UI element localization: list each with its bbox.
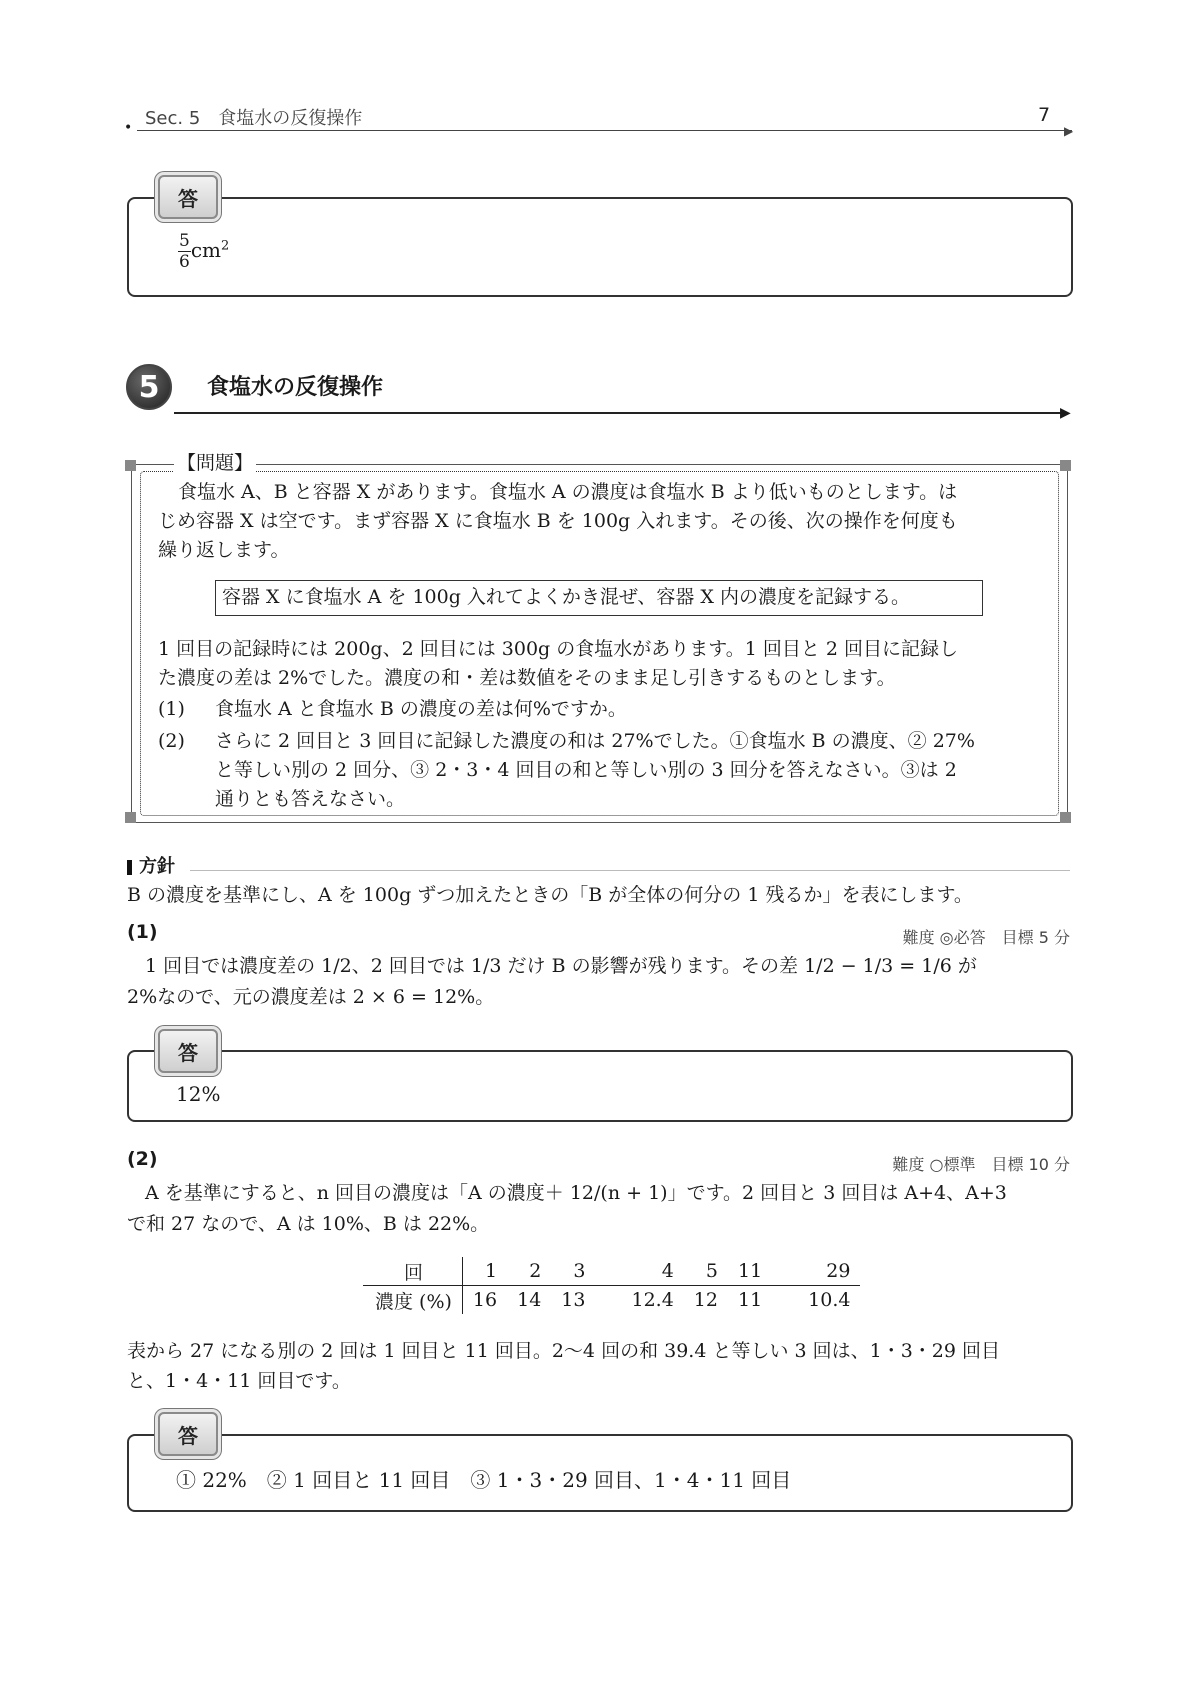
answer-text: ① 22% ② 1 回目と 11 回目 ③ 1・3・29 回目、1・4・11 回目 (176, 1468, 792, 1492)
table-cell: 4 (595, 1257, 683, 1286)
answer-text (178, 231, 229, 272)
answer-box-part2 (127, 1434, 1073, 1512)
problem-label: 【問題】 (174, 448, 256, 475)
part-text: で和 27 なので、A は 10%、B は 22%。 (127, 1213, 490, 1235)
problem-line: じめ容器 X は空です。まず容器 X に食塩水 B を 100g 入れます。その後、次の操作を何度も (158, 510, 958, 532)
table-cell: 2 (507, 1257, 551, 1286)
table-row (363, 1286, 860, 1315)
part-label: (1) (127, 921, 158, 943)
corner-square (1060, 812, 1071, 823)
hoshin-rule (190, 870, 1070, 871)
problem-line: た濃度の差は 2%でした。濃度の和・差は数値をそのまま足し引きするものとします。 (158, 667, 896, 689)
table-cell: 16 (472, 1289, 498, 1311)
table-row-label: 回 (363, 1257, 462, 1286)
page-number: 7 (1038, 104, 1051, 126)
answer-fraction (178, 231, 191, 272)
part-text: と、1・4・11 回目です。 (127, 1370, 351, 1392)
table-cell: 5 (684, 1257, 728, 1286)
corner-square (125, 812, 136, 823)
table-row (363, 1257, 860, 1286)
answer-box-previous (127, 197, 1073, 297)
header-rule (137, 130, 1072, 131)
header-arrow-icon: ▶ (1064, 124, 1074, 138)
hoshin-marker (127, 860, 132, 875)
question-text: 食塩水 A と食塩水 B の濃度の差は何%ですか。 (215, 698, 627, 720)
running-header: Sec. 5 食塩水の反復操作 (145, 108, 363, 129)
table-cell: 11 (728, 1257, 772, 1286)
part-label: (2) (127, 1148, 158, 1170)
table-cell: 10.4 (808, 1289, 851, 1311)
corner-square (1060, 460, 1071, 471)
hoshin-title: 方針 (139, 856, 175, 877)
section-title: 食塩水の反復操作 (207, 375, 384, 400)
operation-text: 容器 X に食塩水 A を 100g 入れてよくかき混ぜ、容器 X 内の濃度を記録する。 (222, 586, 910, 608)
table-cell: 1 (462, 1257, 507, 1286)
answer-box-part1 (127, 1050, 1073, 1122)
question-text: さらに 2 回目と 3 回目に記録した濃度の和は 27%でした。①食塩水 B の濃度、② 27% (215, 730, 975, 752)
table-cell: 12 (693, 1289, 718, 1311)
corner-square (125, 460, 136, 471)
question-number: (1) (158, 698, 185, 720)
question-text: と等しい別の 2 回分、③ 2・3・4 回目の和と等しい別の 3 回分を答えなさい。③は 2 (215, 759, 957, 781)
part-text: 表から 27 になる別の 2 回は 1 回目と 11 回目。2〜4 回の和 39.4 と等しい 3 回は、1・3・29 回目 (127, 1340, 1001, 1362)
table-cell: 14 (517, 1289, 542, 1311)
section-number-badge: 5 (126, 364, 172, 410)
problem-line: 食塩水 A、B と容器 X があります。食塩水 A の濃度は食塩水 B より低いものとします。は (178, 481, 958, 503)
hoshin-text: B の濃度を基準にし、A を 100g ずつ加えたときの「B が全体の何分の 1 残るか」を表にします。 (127, 884, 973, 906)
table-cell: 11 (737, 1289, 763, 1311)
question-text: 通りとも答えなさい。 (215, 788, 406, 810)
fraction-denominator: 6 (179, 252, 190, 272)
answer-unit: cm (190, 238, 221, 262)
answer-tab: 答 (158, 1029, 218, 1073)
part-meta: 難度 ○標準 目標 10 分 (892, 1155, 1070, 1174)
answer-text: 12% (176, 1082, 221, 1106)
table-cell: 13 (561, 1289, 586, 1311)
table-cell: 29 (772, 1257, 860, 1286)
part-meta: 難度 ◎必答 目標 5 分 (902, 928, 1070, 947)
table-cell: 12.4 (631, 1289, 674, 1311)
part-text: 2%なので、元の濃度差は 2 × 6 = 12%。 (127, 986, 495, 1008)
part-text: 1 回目では濃度差の 1/2、2 回目では 1/3 だけ B の影響が残ります。その差 1/2 − 1/3 = 1/6 が (145, 955, 977, 977)
table-row-label: 濃度 (%) (363, 1286, 462, 1315)
fraction-numerator: 5 (179, 231, 190, 251)
header-dot: • (124, 120, 133, 136)
problem-line: 1 回目の記録時には 200g、2 回目には 300g の食塩水があります。1 回目と 2 回目に記録し (158, 638, 959, 660)
answer-tab: 答 (158, 1412, 218, 1456)
answer-tab: 答 (158, 175, 218, 219)
table-cell: 3 (551, 1257, 595, 1286)
problem-line: 繰り返します。 (158, 539, 290, 561)
answer-exponent: 2 (221, 238, 230, 254)
section-arrow-icon: ▶ (1060, 405, 1071, 421)
question-number: (2) (158, 730, 185, 752)
part-text: A を基準にすると、n 回目の濃度は「A の濃度＋ 12/(n + 1)」です。2 回目と 3 回目は A+4、A+3 (145, 1182, 1007, 1204)
concentration-table (363, 1257, 860, 1314)
section-rule (174, 412, 1064, 414)
